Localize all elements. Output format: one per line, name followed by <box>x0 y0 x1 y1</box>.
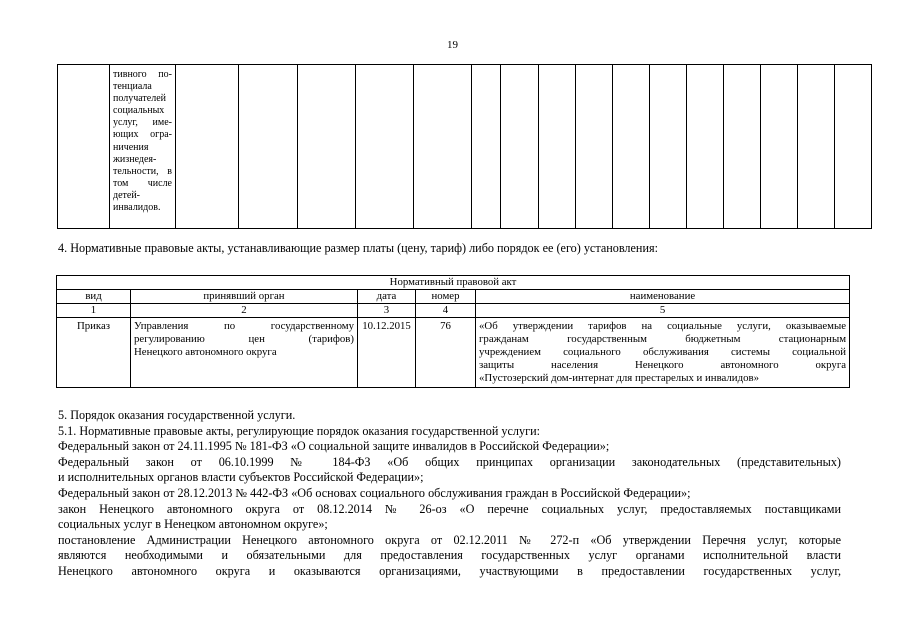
law-item <box>58 533 841 580</box>
column-header-number: номер <box>416 290 476 304</box>
cell-line: «Пустозерский дом-интернат для престарелых и инвалидов» <box>479 372 759 384</box>
law-item: Федеральный закон от 24.11.1995 № 181-ФЗ «О социальной защите инвалидов в Российской Федерации»; <box>58 439 610 454</box>
table-cell <box>501 65 539 229</box>
cell-line: ничения <box>113 141 149 153</box>
act-type: Приказ <box>57 318 131 388</box>
page-number: 19 <box>447 39 458 51</box>
table-cell <box>176 65 239 229</box>
cell-line: детей- <box>113 189 141 201</box>
cell-line: тельности, в <box>113 165 172 177</box>
cell-line: Управления по государственному <box>134 320 354 332</box>
cell-line: защиты населения Ненецкого автономного округа <box>479 359 847 371</box>
column-index: 3 <box>358 304 416 318</box>
table-row <box>57 318 850 388</box>
act-name <box>476 318 850 388</box>
text-line: закон Ненецкого автономного округа от 08.12.2014 № 26-оз «О перечне социальных услуг, предоставляемых поставщиками <box>58 501 841 516</box>
act-number: 76 <box>416 318 476 388</box>
column-header-organ: принявший орган <box>131 290 358 304</box>
column-header-type: вид <box>57 290 131 304</box>
table-cell <box>298 65 356 229</box>
law-item: Федеральный закон от 28.12.2013 № 442-ФЗ «Об основах социального обслуживания граждан в Российской Федерации»; <box>58 485 691 500</box>
table-cell <box>539 65 576 229</box>
cell-line: регулированию цен (тарифов) <box>134 333 354 345</box>
section-5-1-heading: 5.1. Нормативные правовые акты, регулирующие порядок оказания государственной услуги: <box>58 423 540 438</box>
table-cell <box>687 65 724 229</box>
table-cell <box>650 65 687 229</box>
table-cell <box>414 65 472 229</box>
recipient-description-cell <box>110 65 176 229</box>
column-index: 2 <box>131 304 358 318</box>
table-cell <box>798 65 835 229</box>
cell-line: получателей <box>113 93 167 105</box>
act-date: 10.12.2015 <box>358 318 416 388</box>
table-cell <box>239 65 298 229</box>
normative-act-table <box>56 275 850 388</box>
section-5-heading: 5. Порядок оказания государственной услуги. <box>58 408 296 422</box>
cell-line: гражданам государственным бюджетным стационарным <box>479 333 847 345</box>
table-group-header: Нормативный правовой акт <box>57 276 850 290</box>
table-cell <box>472 65 501 229</box>
section-4-heading: 4. Нормативные правовые акты, устанавливающие размер платы (цену, тариф) либо порядок ее (его) установления: <box>58 241 658 255</box>
column-index: 4 <box>416 304 476 318</box>
cell-line: тивного по- <box>113 69 172 80</box>
cell-line: том числе <box>113 177 172 189</box>
text-line: Федеральный закон от 06.10.1999 № 184-ФЗ «Об общих принципах организации законодательных (представительных) <box>58 454 841 469</box>
table-cell <box>58 65 110 229</box>
cell-line: ющих огра- <box>113 129 172 141</box>
text-line: Ненецкого автономного округа и оказываются организациями, участвующими в предоставлении государственных услуг, <box>58 563 841 578</box>
table-cell <box>576 65 613 229</box>
cell-line: инвалидов. <box>113 202 161 214</box>
law-item <box>58 455 841 486</box>
text-line: постановление Администрации Ненецкого автономного округа от 02.12.2011 № 272-п «Об утверждении Перечня услуг, которые <box>58 532 841 547</box>
column-index: 5 <box>476 304 850 318</box>
column-header-date: дата <box>358 290 416 304</box>
continuation-table <box>57 64 872 229</box>
column-header-name: наименование <box>476 290 850 304</box>
table-cell <box>724 65 761 229</box>
cell-line: социальных <box>113 105 165 117</box>
table-cell <box>613 65 650 229</box>
column-index: 1 <box>57 304 131 318</box>
law-item <box>58 502 841 533</box>
text-line: социальных услуг в Ненецком автономном округе»; <box>58 517 328 532</box>
section-5 <box>58 408 841 580</box>
cell-line: тенциала <box>113 81 152 93</box>
cell-line: жизнедея- <box>113 153 157 165</box>
cell-line: «Об утверждении тарифов на социальные услуги, оказываемые <box>479 320 847 332</box>
act-organ <box>131 318 358 388</box>
cell-line: услуг, име- <box>113 117 172 129</box>
cell-line: учреждением социального обслуживания системы социальной <box>479 346 847 358</box>
table-cell <box>761 65 798 229</box>
table-cell <box>835 65 872 229</box>
text-line: являются необходимыми и обязательными для предоставления государственных услуг органами исполнительной власти <box>58 548 841 563</box>
text-line: и исполнительных органов власти субъектов Российской Федерации»; <box>58 470 424 485</box>
cell-line: Ненецкого автономного округа <box>134 346 277 358</box>
table-cell <box>356 65 414 229</box>
